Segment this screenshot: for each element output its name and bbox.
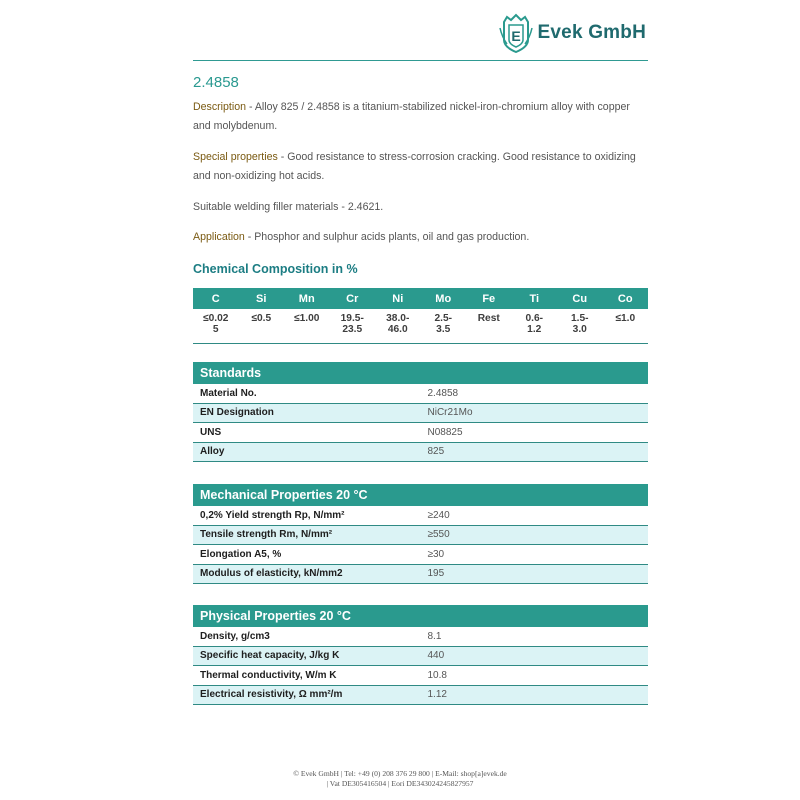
chemical-value-cell: ≤1.00: [284, 309, 330, 344]
chemical-header-cell: Mo: [421, 288, 467, 309]
special-properties-text: - Good resistance to stress-corrosion cracking. Good resistance to oxidizing and non-oxidizing hot acids.: [193, 151, 636, 182]
standards-header-row: [193, 362, 648, 384]
physical-heading: Physical Properties 20 °C: [193, 605, 648, 627]
chemical-header-cell: Cu: [557, 288, 603, 309]
special-properties-label: Special properties: [193, 151, 278, 163]
table-row: [193, 545, 648, 565]
chemical-value-cell: 2.5- 3.5: [421, 309, 467, 344]
chemical-header-cell: Ni: [375, 288, 421, 309]
property-value: 8.1: [421, 627, 649, 646]
property-value: N08825: [421, 423, 649, 443]
table-row: [193, 506, 648, 525]
filler-paragraph: [193, 198, 643, 217]
property-value: 195: [421, 564, 649, 584]
property-value: 2.4858: [421, 384, 649, 403]
property-name: Material No.: [193, 384, 421, 403]
chemical-value-cell: ≤0.02 5: [193, 309, 239, 344]
page-title: 2.4858: [193, 74, 239, 91]
property-name: Elongation A5, %: [193, 545, 421, 565]
property-value: 1.12: [421, 685, 649, 705]
property-name: UNS: [193, 423, 421, 443]
table-row: [193, 646, 648, 666]
property-name: 0,2% Yield strength Rp, N/mm²: [193, 506, 421, 525]
table-row: [193, 423, 648, 443]
chemical-composition-table: [193, 288, 648, 344]
standards-heading: Standards: [193, 362, 648, 384]
description-paragraph: [193, 98, 643, 136]
chemical-header-row: [193, 288, 648, 309]
chemical-composition-heading: Chemical Composition in %: [193, 262, 358, 276]
chemical-value-cell: 19.5- 23.5: [330, 309, 376, 344]
table-row: [193, 666, 648, 686]
standards-table: [193, 362, 648, 462]
description-label: Description: [193, 101, 246, 113]
filler-text: Suitable welding filler materials - 2.4621.: [193, 201, 384, 213]
physical-header-row: [193, 605, 648, 627]
chemical-header-cell: Ti: [512, 288, 558, 309]
chemical-values-row: [193, 309, 648, 344]
property-value: ≥240: [421, 506, 649, 525]
mechanical-header-row: [193, 484, 648, 506]
property-value: NiCr21Mo: [421, 403, 649, 423]
chemical-header-cell: Cr: [330, 288, 376, 309]
property-value: 440: [421, 646, 649, 666]
description-text: - Alloy 825 / 2.4858 is a titanium-stabilized nickel-iron-chromium alloy with copper and molybdenum.: [193, 101, 630, 132]
property-name: Tensile strength Rm, N/mm²: [193, 525, 421, 545]
table-row: [193, 442, 648, 462]
table-row: [193, 685, 648, 705]
application-text: - Phosphor and sulphur acids plants, oil and gas production.: [244, 231, 530, 243]
table-row: [193, 384, 648, 403]
application-paragraph: [193, 228, 643, 247]
chemical-header-cell: C: [193, 288, 239, 309]
footer-registration: | Vat DE305416504 | Eori DE343024245827957: [326, 779, 474, 788]
property-name: Alloy: [193, 442, 421, 462]
property-name: Density, g/cm3: [193, 627, 421, 646]
brand-logo: [498, 12, 646, 54]
property-name: Electrical resistivity, Ω mm²/m: [193, 685, 421, 705]
mechanical-heading: Mechanical Properties 20 °C: [193, 484, 648, 506]
special-properties-paragraph: [193, 148, 643, 186]
page-header: [193, 10, 648, 61]
property-value: 825: [421, 442, 649, 462]
chemical-value-cell: 0.6- 1.2: [512, 309, 558, 344]
chemical-header-cell: Co: [603, 288, 649, 309]
physical-properties-table: [193, 605, 648, 705]
property-value: ≥30: [421, 545, 649, 565]
application-label: Application: [193, 231, 245, 243]
chemical-value-cell: 38.0- 46.0: [375, 309, 421, 344]
property-name: Thermal conductivity, W/m K: [193, 666, 421, 686]
chemical-header-cell: Si: [239, 288, 285, 309]
chemical-value-cell: Rest: [466, 309, 512, 344]
chemical-value-cell: 1.5- 3.0: [557, 309, 603, 344]
table-row: [193, 564, 648, 584]
property-name: EN Designation: [193, 403, 421, 423]
chemical-header-cell: Mn: [284, 288, 330, 309]
table-row: [193, 627, 648, 646]
mechanical-properties-table: [193, 484, 648, 584]
brand-name: Evek GmbH: [537, 22, 646, 43]
property-value: ≥550: [421, 525, 649, 545]
property-value: 10.8: [421, 666, 649, 686]
chemical-value-cell: ≤1.0: [603, 309, 649, 344]
chemical-header-cell: Fe: [466, 288, 512, 309]
footer-contact: © Evek GmbH | Tel: +49 (0) 208 376 29 800 | E-Mail: shop[a]evek.de: [293, 769, 507, 778]
chemical-value-cell: ≤0.5: [239, 309, 285, 344]
property-name: Specific heat capacity, J/kg K: [193, 646, 421, 666]
shield-logo-icon: [498, 13, 534, 53]
table-row: [193, 525, 648, 545]
property-name: Modulus of elasticity, kN/mm2: [193, 564, 421, 584]
logo-letter: E: [510, 28, 521, 44]
table-row: [193, 403, 648, 423]
